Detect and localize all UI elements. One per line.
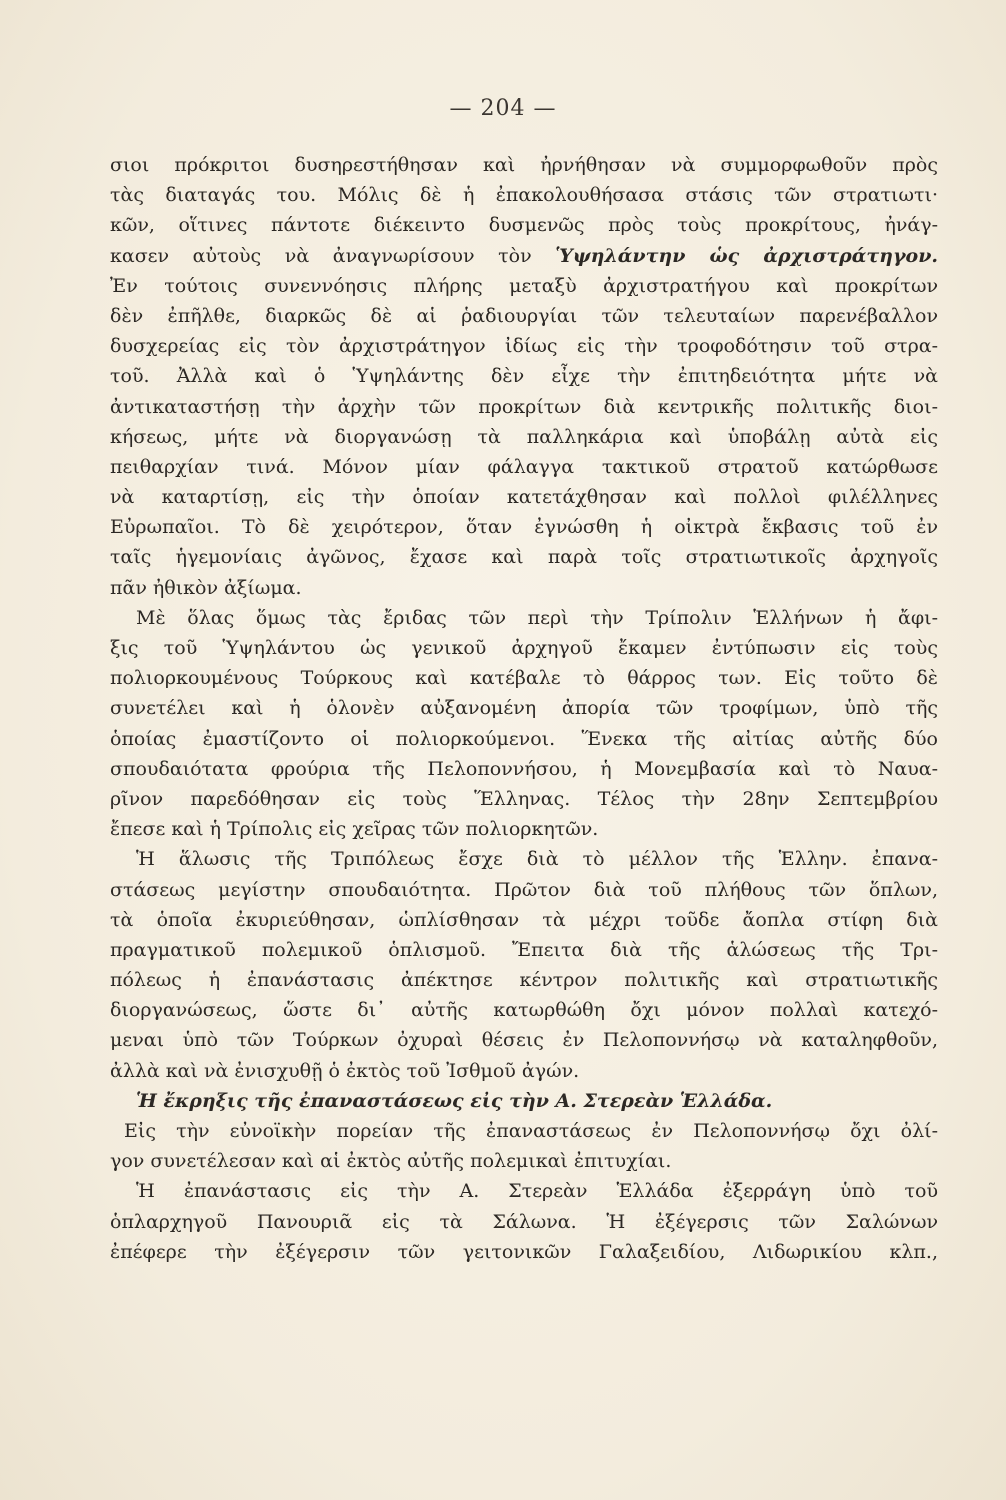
page-number: — 204 —: [449, 96, 557, 121]
line-text: τὰς διαταγάς του. Μόλις δὲ ἡ ἐπακολουθήσασα στάσις τῶν στρατιωτι·: [110, 184, 938, 207]
line-text: ὁποίας ἐμαστίζοντο οἱ πολιορκούμενοι. Ἕνεκα τῆς αἰτίας αὐτῆς δύο: [110, 727, 938, 750]
text-line: [110, 875, 938, 905]
text-line: [110, 995, 938, 1025]
text-line: [110, 271, 938, 301]
line-text: κῶν, οἵτινες πάντοτε διέκειντο δυσμενῶς πρὸς τοὺς προκρίτους, ἠνάγ-: [110, 214, 938, 237]
line-text: Εὐρωπαῖοι. Τὸ δὲ χειρότερον, ὅταν ἐγνώσθη ἡ οἰκτρὰ ἔκβασις τοῦ ἐν: [110, 516, 938, 539]
line-text: πολιορκουμένους Τούρκους καὶ κατέβαλε τὸ θάρρος των. Εἰς τοῦτο δὲ: [110, 667, 938, 690]
line-text: πόλεως ἡ ἐπανάστασις ἀπέκτησε κέντρον πολιτικῆς καὶ στρατιωτικῆς: [110, 969, 938, 992]
line-text: τοῦ. Ἀλλὰ καὶ ὁ Ὑψηλάντης δὲν εἶχε τὴν ἐπιτηδειότητα μήτε νὰ: [110, 365, 938, 388]
text-line: [110, 754, 938, 784]
text-line: [110, 814, 938, 844]
text-line: [110, 150, 938, 180]
text-line: [110, 1237, 938, 1267]
line-text: Εἰς τὴν εὐνοϊκὴν πορείαν τῆς ἐπαναστάσεως ἐν Πελοποννήσῳ ὄχι ὀλί-: [124, 1120, 938, 1142]
text-line: [110, 482, 938, 512]
text-line: [110, 512, 938, 542]
line-text: Μὲ ὅλας ὅμως τὰς ἔριδας τῶν περὶ τὴν Τρίπολιν Ἑλλήνων ἡ ἄφι-: [136, 606, 938, 629]
line-text: μεναι ὑπὸ τῶν Τούρκων ὀχυραὶ θέσεις ἐν Πελοποννήσῳ νὰ καταληφθοῦν,: [110, 1029, 938, 1052]
line-text: δυσχερείας εἰς τὸν ἀρχιστράτηγον ἰδίως εἰς τὴν τροφοδότησιν τοῦ στρα-: [110, 335, 938, 358]
text-line: [110, 1207, 938, 1237]
text-line: [110, 573, 938, 603]
emphasis-text: Ἡ ἔκρηξις τῆς ἐπαναστάσεως εἰς τὴν Α. Στερεὰν Ἑλλάδα.: [136, 1089, 773, 1112]
text-line: [110, 422, 938, 452]
line-text: κασεν αὐτοὺς νὰ ἀναγνωρίσουν τὸν: [110, 244, 532, 267]
section-heading: [110, 1086, 938, 1116]
line-text: πειθαρχίαν τινά. Μόνον μίαν φάλαγγα τακτικοῦ στρατοῦ κατώρθωσε: [110, 455, 938, 478]
line-text: γον συνετέλεσαν καὶ αἱ ἐκτὸς αὐτῆς πολεμικαὶ ἐπιτυχίαι.: [110, 1150, 672, 1173]
body-text: [110, 150, 938, 1267]
line-text: δὲν ἐπῆλθε, διαρκῶς δὲ αἱ ῥαδιουργίαι τῶν τελευταίων παρενέβαλλον: [110, 304, 938, 327]
line-text: ρῖνον παρεδόθησαν εἰς τοὺς Ἕλληνας. Τέλος τὴν 28ην Σεπτεμβρίου: [110, 787, 938, 810]
text-line: [110, 935, 938, 965]
text-line: [110, 301, 938, 331]
line-text: πραγματικοῦ πολεμικοῦ ὁπλισμοῦ. Ἔπειτα διὰ τῆς ἁλώσεως τῆς Τρι-: [110, 938, 938, 961]
text-line: [110, 1056, 938, 1086]
line-text: σιοι πρόκριτοι δυσηρεστήθησαν καὶ ἠρνήθησαν νὰ συμμορφωθοῦν πρὸς: [110, 154, 938, 176]
line-text: ἔπεσε καὶ ἡ Τρίπολις εἰς χεῖρας τῶν πολιορκητῶν.: [110, 818, 599, 841]
line-text: Ἡ ἅλωσις τῆς Τριπόλεως ἔσχε διὰ τὸ μέλλον τῆς Ἑλλην. ἐπανα-: [136, 848, 938, 871]
text-line: [110, 542, 938, 572]
text-line: [110, 1146, 938, 1176]
line-text: Ἐν τούτοις συνεννόησις πλήρης μεταξὺ ἀρχιστρατήγου καὶ προκρίτων: [110, 274, 938, 297]
text-line: [110, 784, 938, 814]
line-text: ἀντικαταστήσῃ τὴν ἀρχὴν τῶν προκρίτων διὰ κεντρικῆς πολιτικῆς διοι-: [110, 395, 938, 418]
line-text: ἀλλὰ καὶ νὰ ἐνισχυθῇ ὁ ἐκτὸς τοῦ Ἰσθμοῦ ἀγών.: [110, 1059, 580, 1082]
line-text: νὰ καταρτίσῃ, εἰς τὴν ὁποίαν κατετάχθησαν καὶ πολλοὶ φιλέλληνες: [110, 486, 938, 509]
text-line: [110, 1116, 938, 1146]
line-text: συνετέλει καὶ ἡ ὁλονὲν αὐξανομένη ἀπορία τῶν τροφίμων, ὑπὸ τῆς: [110, 697, 938, 720]
text-line: [110, 603, 938, 633]
text-line: [110, 1025, 938, 1055]
text-line: [110, 1176, 938, 1206]
line-text: διοργανώσεως, ὥστε δι᾽ αὐτῆς κατωρθώθη ὄχι μόνον πολλαὶ κατεχό-: [110, 999, 938, 1022]
line-text: σπουδαιότατα φρούρια τῆς Πελοποννήσου, ἡ Μονεμβασία καὶ τὸ Ναυα-: [110, 757, 938, 780]
text-line: [110, 905, 938, 935]
line-text: Ἡ ἐπανάστασις εἰς τὴν Α. Στερεὰν Ἑλλάδα ἐξερράγη ὑπὸ τοῦ: [136, 1180, 938, 1203]
line-text: στάσεως μεγίστην σπουδαιότητα. Πρῶτον διὰ τοῦ πλήθους τῶν ὅπλων,: [110, 878, 938, 901]
line-text: τὰ ὁποῖα ἐκυριεύθησαν, ὡπλίσθησαν τὰ μέχρι τοῦδε ἄοπλα στίφη διὰ: [110, 908, 938, 931]
text-line: [110, 965, 938, 995]
line-text: πᾶν ἠθικὸν ἀξίωμα.: [110, 576, 302, 599]
text-line: [110, 241, 938, 271]
text-line: [110, 331, 938, 361]
text-line: [110, 663, 938, 693]
text-line: [110, 210, 938, 240]
line-text: ἐπέφερε τὴν ἐξέγερσιν τῶν γειτονικῶν Γαλαξειδίου, Λιδωρικίου κλπ.,: [110, 1240, 938, 1263]
line-text: κήσεως, μήτε νὰ διοργανώσῃ τὰ παλληκάρια καὶ ὑποβάλῃ αὐτὰ εἰς: [110, 425, 938, 448]
line-text: ὁπλαρχηγοῦ Πανουριᾶ εἰς τὰ Σάλωνα. Ἡ ἐξέγερσις τῶν Σαλώνων: [110, 1210, 938, 1233]
text-line: [110, 844, 938, 874]
line-text: ταῖς ἡγεμονίαις ἀγῶνος, ἔχασε καὶ παρὰ τοῖς στρατιωτικοῖς ἀρχηγοῖς: [110, 546, 938, 569]
text-line: [110, 392, 938, 422]
text-line: [110, 180, 938, 210]
emphasis-text: Ὑψηλάντην ὡς ἀρχιστράτηγον.: [555, 244, 938, 267]
line-text: ξις τοῦ Ὑψηλάντου ὡς γενικοῦ ἀρχηγοῦ ἔκαμεν ἐντύπωσιν εἰς τοὺς: [110, 637, 938, 659]
text-line: [110, 693, 938, 723]
text-line: [110, 361, 938, 391]
text-line: [110, 724, 938, 754]
text-line: [110, 452, 938, 482]
text-line: [110, 633, 938, 663]
